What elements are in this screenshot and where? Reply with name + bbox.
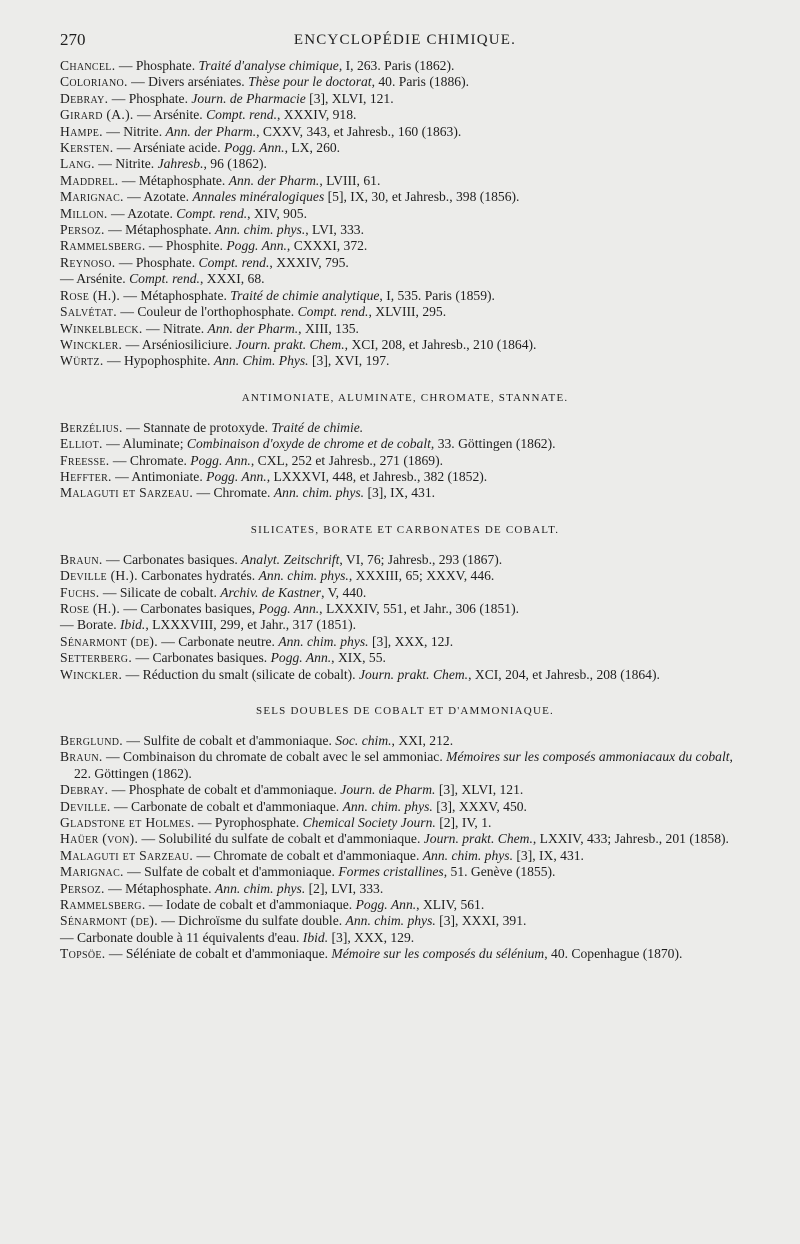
entry-text: — Nitrite.: [94, 156, 158, 172]
entry-work: Journ. de Pharmacie: [191, 90, 306, 106]
entry-text: — Sulfite de cobalt et d'ammoniaque.: [122, 733, 336, 748]
entry-text: , LXXXIV, 551, et Jahr., 306 (1851).: [319, 600, 519, 616]
bibliography-entry: [60, 453, 750, 469]
entry-text: , XIX, 55.: [331, 650, 386, 666]
entry-text: — Réduction du smalt (silicate de cobalt).: [122, 666, 359, 682]
entry-work: Chemical Society Journ.: [302, 815, 436, 831]
entry-work: Jahresb.: [157, 156, 204, 172]
bibliography-entry: [60, 436, 750, 452]
bibliography-entry: [60, 156, 750, 172]
entry-text: [2], IV, 1.: [435, 815, 492, 831]
entry-text: — Pyrophosphate.: [194, 815, 303, 831]
entry-text: [3], XXXI, 391.: [435, 913, 527, 929]
entry-text: — Carbonate neutre.: [157, 633, 279, 649]
entry-author: Sénarmont (de).: [60, 913, 158, 929]
entry-work: Compt. rend.: [297, 304, 369, 320]
entry-text: — Chromate.: [193, 485, 274, 501]
section-title: ANTIMONIATE, ALUMINATE, CHROMATE, STANNATE.: [241, 391, 569, 404]
entry-text: , CXXV, 343, et Jahresb., 160 (1863).: [256, 123, 462, 139]
bibliography-entry: [60, 601, 750, 617]
entry-work: Journ. de Pharm.: [340, 782, 436, 798]
entry-text: — Antimoniate.: [111, 468, 207, 484]
bibliography-entry: [60, 568, 750, 584]
entry-author: Reynoso.: [60, 254, 116, 270]
entry-work: Pogg. Ann.: [258, 600, 320, 616]
entry-author: Fuchs.: [60, 584, 100, 600]
entry-text: — Solubilité du sulfate de cobalt et d'ammoniaque.: [138, 831, 424, 847]
entry-work: Compt. rend.: [129, 271, 200, 287]
entry-author: Rammelsberg.: [60, 238, 146, 254]
entry-text: — Chromate.: [109, 452, 191, 468]
entry-work: Journ. prakt. Chem.: [358, 666, 469, 682]
bibliography-entry: [60, 304, 750, 320]
entry-text: , I, 535. Paris (1859).: [379, 287, 495, 303]
bibliography-entry: [60, 552, 750, 568]
entry-author: Deville (H.).: [60, 568, 138, 584]
bibliography-entry: [60, 321, 750, 337]
entry-author: Haüer (von).: [60, 831, 139, 847]
entry-author: Persoz.: [60, 222, 105, 238]
bibliography-entry: [60, 353, 750, 369]
entry-text: — Carbonates basiques,: [120, 600, 259, 616]
entry-author: Berglund.: [60, 733, 123, 748]
entry-work: Ibid.: [302, 929, 329, 945]
entry-text: [3], XXX, 129.: [328, 929, 415, 945]
section-title: SELS DOUBLES DE COBALT ET D'AMMONIAQUE.: [256, 705, 554, 717]
entry-text: [2], LVI, 333.: [305, 880, 384, 896]
entry-author: Freesse.: [60, 452, 110, 468]
entry-text: — Borate.: [60, 617, 121, 633]
bibliography: [60, 58, 750, 963]
entry-work: Pogg. Ann.: [224, 140, 285, 156]
entry-text: , CXL, 252 et Jahresb., 271 (1869).: [250, 452, 443, 468]
page-header: [60, 30, 750, 54]
entry-author: Kersten.: [60, 140, 114, 156]
entry-work: Journ. prakt. Chem.: [235, 336, 345, 352]
entry-work: Pogg. Ann.: [206, 468, 267, 484]
entry-author: Elliot.: [60, 436, 103, 452]
entry-author: Würtz.: [60, 353, 104, 369]
entry-author: Gladstone et Holmes.: [60, 815, 195, 831]
bibliography-entry: [60, 420, 750, 436]
entry-text: , XLIV, 561.: [416, 897, 485, 913]
entry-work: Soc. chim.: [335, 733, 392, 748]
entry-author: Rammelsberg.: [60, 897, 146, 913]
bibliography-entry: [60, 238, 750, 254]
entry-text: , VI, 76; Jahresb., 293 (1867).: [339, 551, 503, 567]
entry-text: — Iodate de cobalt et d'ammoniaque.: [145, 897, 356, 913]
entry-text: [5], IX, 30, et Jahresb., 398 (1856).: [324, 189, 520, 205]
entry-work: Ann. chim. phys.: [278, 633, 369, 649]
entry-work: Pogg. Ann.: [270, 650, 332, 666]
section-title: SILICATES, BORATE ET CARBONATES DE COBALT.: [250, 523, 560, 536]
entry-text: , I, 263. Paris (1862).: [338, 58, 455, 73]
entry-text: — Dichroïsme du sulfate double.: [157, 913, 346, 929]
entry-text: — Stannate de protoxyde.: [122, 419, 272, 435]
entry-author: Maddrel.: [60, 172, 119, 188]
entry-author: Chancel.: [60, 58, 116, 73]
entry-author: Heffter.: [60, 468, 112, 484]
entry-work: Compt. rend.: [198, 254, 270, 270]
entry-author: Marignac.: [60, 189, 124, 205]
bibliography-entry: [60, 848, 750, 864]
entry-text: — Sulfate de cobalt et d'ammoniaque.: [123, 864, 339, 880]
bibliography-entry: [60, 206, 750, 222]
entry-work: Archiv. de Kastner: [220, 584, 322, 600]
entry-text: , CXXXI, 372.: [286, 238, 368, 254]
entry-text: , LVI, 333.: [305, 222, 365, 238]
entry-work: Traité de chimie.: [271, 419, 364, 435]
bibliography-entry: [60, 930, 750, 946]
bibliography-entry: [60, 485, 750, 501]
entry-author: Rose (H.).: [60, 287, 121, 303]
entry-text: — Carbonate double à 11 équivalents d'eau.: [60, 929, 303, 945]
entry-author: Marignac.: [60, 864, 124, 880]
bibliography-entry: [60, 189, 750, 205]
entry-work: Journ. prakt. Chem.: [423, 831, 533, 847]
bibliography-entry: [60, 881, 750, 897]
entry-author: Sénarmont (de).: [60, 633, 158, 649]
bibliography-entry: [60, 585, 750, 601]
entry-text: — Séléniate de cobalt et d'ammoniaque.: [105, 946, 332, 962]
bibliography-entry: [60, 749, 750, 782]
bibliography-entry: [60, 288, 750, 304]
bibliography-entry: [60, 222, 750, 238]
entry-author: Malaguti et Sarzeau.: [60, 485, 194, 501]
entry-text: — Phosphate de cobalt et d'ammoniaque.: [108, 782, 341, 798]
entry-text: [3], XLVI, 121.: [435, 782, 524, 798]
entry-text: , LXXIV, 433; Jahresb., 201 (1858).: [532, 831, 729, 847]
entry-text: , 96 (1862).: [203, 156, 267, 172]
bibliography-entry: [60, 107, 750, 123]
entry-author: Rose (H.).: [60, 600, 121, 616]
entry-text: , XXXI, 68.: [199, 271, 265, 287]
entry-text: — Arsénite.: [133, 107, 207, 123]
entry-author: Hampe.: [60, 123, 103, 139]
bibliography-entry: [60, 799, 750, 815]
bibliography-entry: [60, 140, 750, 156]
bibliography-entry: [60, 831, 750, 847]
bibliography-entry: [60, 617, 750, 633]
entry-text: , XCI, 208, et Jahresb., 210 (1864).: [344, 336, 537, 352]
entry-text: , 33. Göttingen (1862).: [430, 436, 556, 452]
entry-text: — Métaphosphate.: [120, 287, 231, 303]
bibliography-entry: [60, 58, 750, 74]
entry-text: — Aluminate;: [102, 436, 187, 452]
bibliography-entry: [60, 897, 750, 913]
entry-text: , XXXIII, 65; XXXV, 446.: [348, 568, 495, 584]
bibliography-entry: [60, 255, 750, 271]
entry-text: , XIV, 905.: [247, 205, 307, 221]
entry-text: , XIII, 135.: [298, 320, 359, 336]
entry-text: — Carbonates basiques.: [102, 551, 242, 567]
entry-text: — Nitrate.: [142, 320, 208, 336]
entry-text: [3], XXX, 12J.: [368, 633, 454, 649]
entry-author: Winkelbleck.: [60, 320, 143, 336]
bibliography-entry: [60, 864, 750, 880]
bibliography-entry: [60, 946, 750, 962]
bibliography-entry: [60, 913, 750, 929]
entry-text: — Phosphate.: [115, 58, 199, 73]
entry-work: Combinaison d'oxyde de chrome et de cobalt: [186, 436, 431, 452]
entry-text: , XLVIII, 295.: [368, 304, 447, 320]
bibliography-entry: [60, 271, 750, 287]
entry-work: Pogg. Ann.: [355, 897, 417, 913]
entry-work: Pogg. Ann.: [190, 452, 251, 468]
entry-work: Mémoires sur les composés ammoniacaux du cobalt: [446, 749, 730, 765]
entry-text: — Couleur de l'orthophosphate.: [116, 304, 298, 320]
entry-text: — Arséniosiliciure.: [122, 336, 236, 352]
entry-work: Ann. Chim. Phys.: [213, 353, 309, 369]
entry-work: Ann. chim. phys.: [345, 913, 436, 929]
entry-text: , 40. Copenhague (1870).: [544, 946, 683, 962]
entry-text: — Métaphosphate.: [104, 880, 215, 896]
entry-work: Ann. chim. phys.: [422, 847, 513, 863]
entry-work: Ann. der Pharm.: [228, 172, 320, 188]
entry-text: — Métaphosphate.: [118, 172, 229, 188]
entry-author: Malaguti et Sarzeau.: [60, 847, 194, 863]
entry-work: Ann. chim. phys.: [342, 798, 433, 814]
entry-text: , 51. Genève (1855).: [443, 864, 556, 880]
entry-author: Braun.: [60, 749, 103, 765]
entry-work: Ann. der Pharm.: [207, 320, 299, 336]
entry-text: — Nitrite.: [102, 123, 166, 139]
entry-author: Girard (A.).: [60, 107, 134, 123]
entry-work: Ann. der Pharm.: [165, 123, 257, 139]
entry-author: Winckler.: [60, 336, 123, 352]
entry-work: Thèse pour le doctorat: [248, 74, 372, 90]
entry-text: — Arsénite.: [60, 271, 130, 287]
entry-work: Compt. rend.: [206, 107, 277, 123]
page-number: 270: [60, 30, 86, 49]
entry-text: [3], IX, 431.: [512, 847, 584, 863]
entry-author: Berzélius.: [60, 419, 123, 435]
entry-text: — Phosphite.: [145, 238, 227, 254]
entry-text: — Azotate.: [123, 189, 193, 205]
bibliography-entry: [60, 337, 750, 353]
entry-work: Ann. chim. phys.: [258, 568, 349, 584]
entry-work: Traité d'analyse chimique: [198, 58, 339, 73]
entry-text: , LX, 260.: [284, 140, 341, 156]
entry-text: , LXXXVIII, 299, et Jahr., 317 (1851).: [145, 617, 356, 633]
entry-text: — Chromate de cobalt et d'ammoniaque.: [193, 847, 423, 863]
bibliography-entry: [60, 650, 750, 666]
entry-author: Salvétat.: [60, 304, 117, 320]
entry-author: Winckler.: [60, 666, 123, 682]
entry-text: [3], XXXV, 450.: [432, 798, 527, 814]
entry-author: Lang.: [60, 156, 95, 172]
entry-text: — Hypophosphite.: [103, 353, 214, 369]
entry-author: Millon.: [60, 205, 108, 221]
entry-text: — Silicate de cobalt.: [99, 584, 221, 600]
bibliography-entry: [60, 124, 750, 140]
entry-author: Topsöe.: [60, 946, 106, 962]
entry-text: [3], IX, 431.: [364, 485, 436, 501]
entry-text: — Arséniate acide.: [113, 140, 225, 156]
entry-text: [3], XVI, 197.: [308, 353, 390, 369]
entry-work: Annales minéralogiques: [192, 189, 325, 205]
entry-work: Mémoire sur les composés du sélénium: [331, 946, 545, 962]
entry-author: Deville.: [60, 798, 111, 814]
bibliography-entry: [60, 91, 750, 107]
bibliography-entry: [60, 74, 750, 90]
entry-text: , XXXIV, 918.: [276, 107, 357, 123]
entry-text: — Métaphosphate.: [104, 222, 215, 238]
entry-work: Analyt. Zeitschrift: [241, 551, 340, 567]
entry-text: , XXI, 212.: [391, 733, 454, 748]
bibliography-entry: [60, 782, 750, 798]
entry-text: — Azotate.: [107, 205, 177, 221]
entry-author: Braun.: [60, 551, 103, 567]
bibliography-entry: [60, 469, 750, 485]
entry-text: — Phosphate.: [115, 254, 199, 270]
entry-text: , LXXXVI, 448, et Jahresb., 382 (1852).: [266, 468, 488, 484]
entry-text: — Phosphate.: [108, 90, 192, 106]
entry-author: Coloriano.: [60, 74, 128, 90]
bibliography-entry: [60, 634, 750, 650]
entry-author: Debray.: [60, 782, 109, 798]
entry-author: Debray.: [60, 90, 109, 106]
entry-work: Pogg. Ann.: [226, 238, 287, 254]
bibliography-entry: [60, 815, 750, 831]
entry-text: , XXXIV, 795.: [269, 254, 349, 270]
running-title: ENCYCLOPÉDIE CHIMIQUE.: [293, 32, 517, 48]
entry-text: , V, 440.: [321, 584, 367, 600]
entry-text: — Divers arséniates.: [127, 74, 249, 90]
entry-work: Ibid.: [120, 617, 146, 633]
entry-work: Compt. rend.: [176, 205, 248, 221]
entry-author: Setterberg.: [60, 650, 133, 666]
entry-work: Ann. chim. phys.: [214, 880, 306, 896]
entry-text: , 22. Göttingen (1862).: [74, 749, 733, 781]
entry-text: [3], XLVI, 121.: [305, 90, 394, 106]
bibliography-entry: [60, 173, 750, 189]
entry-text: Carbonates hydratés.: [137, 568, 259, 584]
entry-text: , LVIII, 61.: [319, 172, 381, 188]
entry-work: Traité de chimie analytique: [230, 287, 380, 303]
entry-text: , XCI, 204, et Jahresb., 208 (1864).: [468, 666, 660, 682]
entry-text: — Carbonate de cobalt et d'ammoniaque.: [110, 798, 343, 814]
bibliography-entry: [60, 667, 750, 683]
bibliography-entry: [60, 733, 750, 749]
entry-text: — Carbonates basiques.: [132, 650, 271, 666]
entry-text: — Combinaison du chromate de cobalt avec le sel ammoniac.: [102, 749, 447, 765]
entry-work: Ann. chim. phys.: [273, 485, 365, 501]
entry-author: Persoz.: [60, 880, 105, 896]
entry-work: Formes cristallines: [338, 864, 444, 880]
entry-text: , 40. Paris (1886).: [371, 74, 469, 90]
entry-work: Ann. chim. phys.: [214, 222, 306, 238]
